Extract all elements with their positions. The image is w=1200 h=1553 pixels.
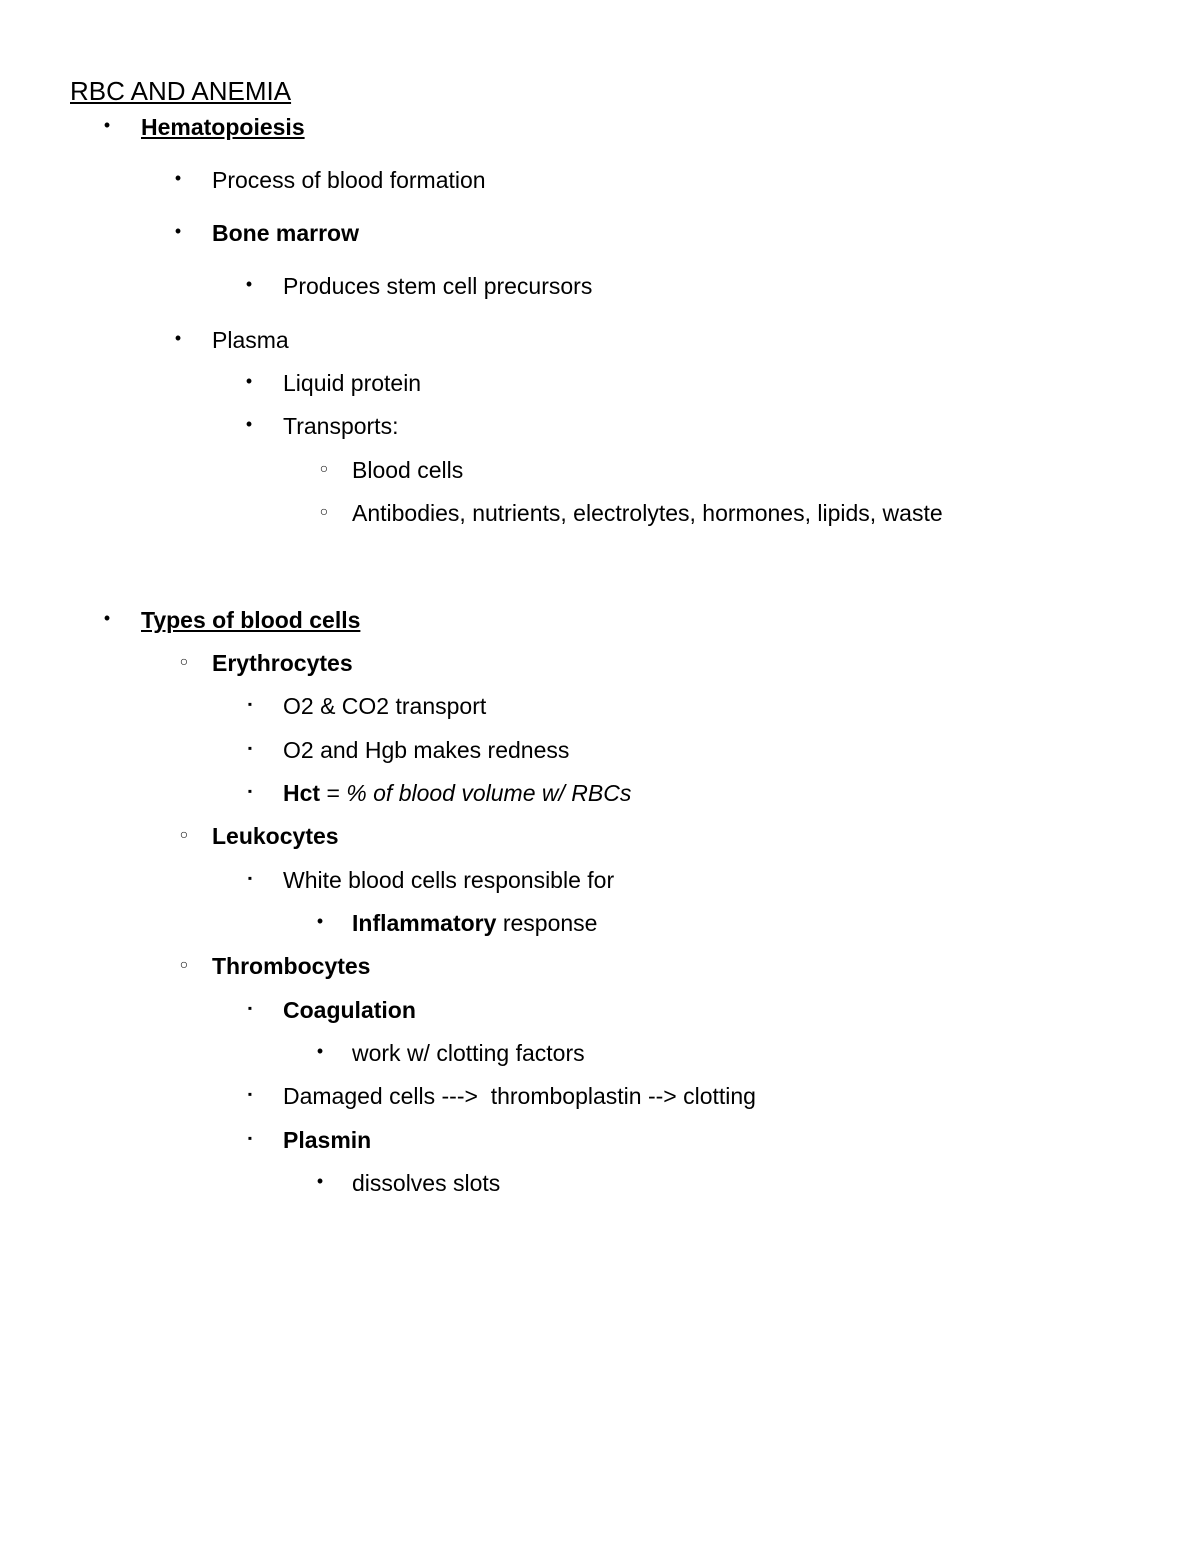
list-item: Erythrocytes [212, 650, 353, 676]
response-text: response [496, 910, 598, 936]
list-item: White blood cells responsible for [283, 867, 615, 893]
list-item: Transports: [283, 413, 399, 439]
hct-equals: = [320, 780, 347, 806]
bullet-square: ▪ [247, 697, 253, 711]
list-item: Thrombocytes [212, 953, 371, 979]
hct-definition: % of blood volume w/ RBCs [346, 780, 632, 806]
bullet-dot: • [245, 274, 253, 294]
list-item: Bone marrow [212, 220, 359, 246]
bullet-dot: • [316, 1041, 324, 1061]
bullet-square: ▪ [247, 871, 253, 885]
section-heading-hematopoiesis: Hematopoiesis [141, 114, 305, 140]
list-item: Leukocytes [212, 823, 339, 849]
bullet-dot: • [103, 608, 111, 628]
bullet-dot: • [174, 168, 182, 188]
list-item: Coagulation [283, 997, 416, 1023]
list-item: O2 and Hgb makes redness [283, 737, 570, 763]
list-item: Damaged cells ---> thromboplastin --> clotting [283, 1083, 756, 1109]
list-item: Plasma [212, 327, 289, 353]
list-item: work w/ clotting factors [352, 1040, 585, 1066]
inflammatory-label: Inflammatory [352, 910, 497, 936]
list-item: Liquid protein [283, 370, 422, 396]
bullet-dot: • [316, 911, 324, 931]
bullet-circle: ○ [179, 826, 189, 842]
bullet-dot: • [245, 414, 253, 434]
bullet-dot: • [245, 371, 253, 391]
document-title: RBC AND ANEMIA [70, 76, 292, 106]
bullet-circle: ○ [319, 460, 329, 476]
list-item: O2 & CO2 transport [283, 693, 487, 719]
section-heading-types: Types of blood cells [141, 607, 361, 633]
list-item: dissolves slots [352, 1170, 501, 1196]
list-item: Antibodies, nutrients, electrolytes, hormones, lipids, waste [352, 500, 943, 526]
list-item: Process of blood formation [212, 167, 486, 193]
list-item [352, 909, 597, 937]
list-item: Produces stem cell precursors [283, 273, 593, 299]
hct-label: Hct [283, 780, 321, 806]
list-item: Blood cells [352, 457, 464, 483]
bullet-square: ▪ [247, 1001, 253, 1015]
bullet-dot: • [316, 1171, 324, 1191]
bullet-square: ▪ [247, 1087, 253, 1101]
bullet-square: ▪ [247, 784, 253, 798]
bullet-circle: ○ [319, 503, 329, 519]
list-item: Plasmin [283, 1127, 372, 1153]
bullet-circle: ○ [179, 653, 189, 669]
bullet-dot: • [174, 328, 182, 348]
bullet-dot: • [103, 115, 111, 135]
bullet-square: ▪ [247, 741, 253, 755]
bullet-dot: • [174, 221, 182, 241]
list-item [283, 779, 631, 807]
bullet-circle: ○ [179, 956, 189, 972]
bullet-square: ▪ [247, 1131, 253, 1145]
